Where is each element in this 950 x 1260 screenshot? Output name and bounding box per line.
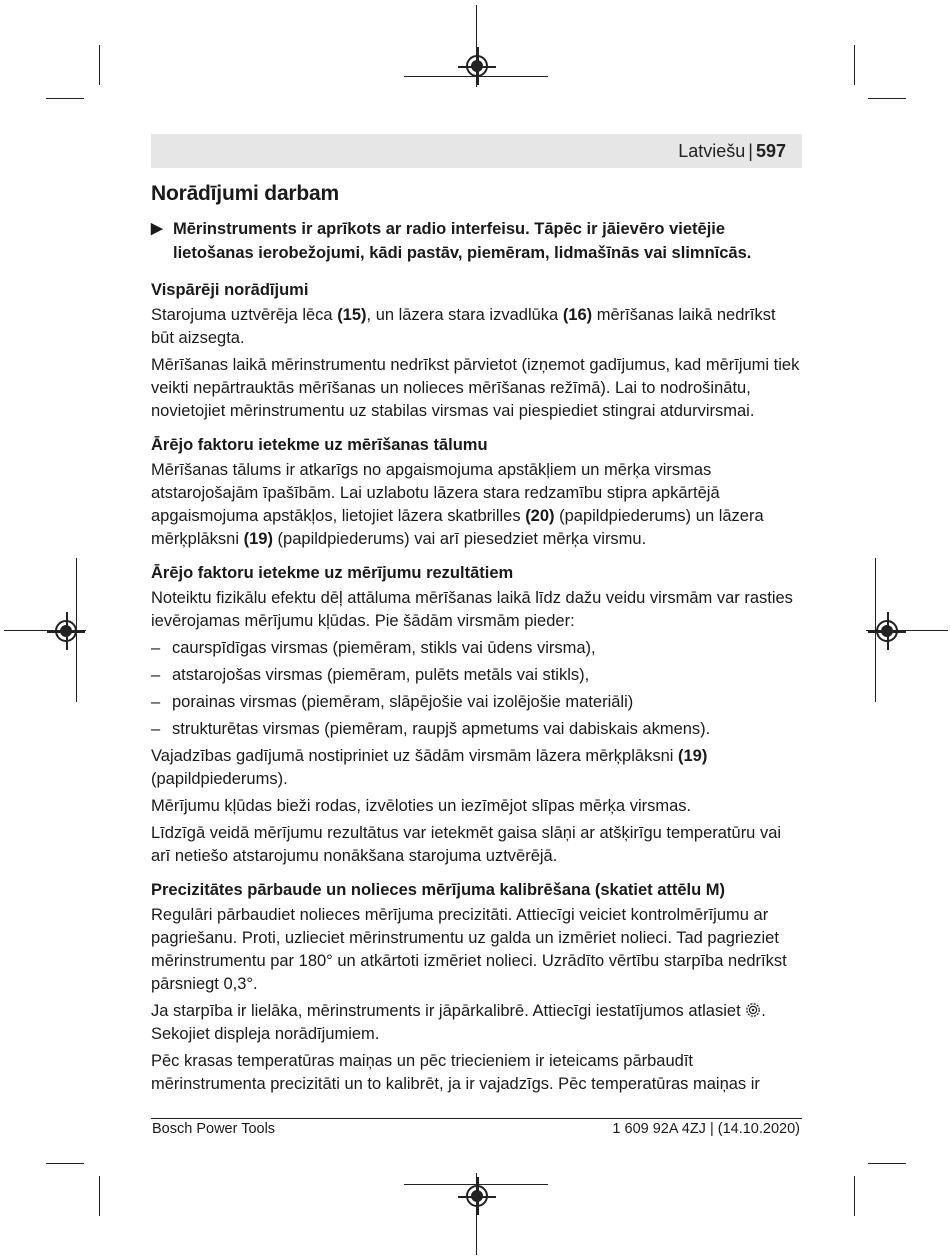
registration-mark-right	[876, 620, 898, 642]
registration-mark-left	[55, 620, 77, 642]
list-item: – porainas virsmas (piemēram, slāpējošie vai izolējošie materiāli)	[151, 691, 803, 714]
list-item: – atstarojošas virsmas (piemēram, pulēts metāls vai stikls),	[151, 664, 803, 687]
ref-19: (19)	[678, 747, 708, 765]
ref-15: (15)	[337, 306, 367, 324]
section-heading-general: Vispārēji norādījumi	[151, 281, 309, 299]
page-header	[151, 134, 802, 168]
registration-mark-bottom	[466, 1185, 488, 1207]
footer-doc-id: 1 609 92A 4ZJ | (14.10.2020)	[612, 1121, 800, 1137]
list-item: – strukturētas virsmas (piemēram, raupjš apmetums vai dabiskais akmens).	[151, 718, 803, 741]
calibration-paragraph-2: Ja starpība ir lielāka, mērinstruments ir jāpārkalibrē. Attiecīgi iestatījumos atlasiet . Sekojiet displeja norādījumiem.	[151, 1002, 766, 1043]
section-heading-calibration: Precizitātes pārbaude un nolieces mērījuma kalibrēšana (skatiet attēlu M)	[151, 881, 726, 899]
ref-16: (16)	[562, 306, 593, 324]
general-paragraph-2: Mērīšanas laikā mērinstrumentu nedrīkst pārvietot (izņemot gadījumus, kad mērījumi tiek veikti nepārtrauktās mērīšanas un nolieces mērīšanas režīmā). Lai to nodrošinātu, novietojiet mērinstrumentu uz stabilas virsmas vai piespiediet stingrai atdurvirsmai.	[151, 356, 800, 420]
warning-triangle-icon: ▶	[151, 220, 163, 237]
header-separator: |	[748, 141, 753, 161]
general-paragraph-1: Starojuma uztvērēja lēca (15), un lāzera stara izvadlūka (16) mērīšanas laikā nedrīkst būt aizsegta.	[151, 306, 776, 347]
page-number: 597	[755, 141, 786, 161]
header-language: Latviešu	[678, 141, 746, 161]
list-item: – caurspīdīgas virsmas (piemēram, stikls vai ūdens virsma),	[151, 637, 803, 660]
settings-gear-icon	[745, 1002, 761, 1018]
results-intro: Noteiktu fizikālu efektu dēļ attāluma mērīšanas laikā līdz dažu veidu virsmām var rasties ievērojamas mērījumu kļūdas. Pie šādām virsmām pieder:	[151, 589, 793, 630]
footer-brand: Bosch Power Tools	[152, 1121, 276, 1137]
surface-list	[151, 637, 803, 741]
range-paragraph-1: Mērīšanas tālums ir atkarīgs no apgaismojuma apstākļiem un mērķa virsmas atstarojošajām īpašībām. Lai uzlabotu lāzera stara redzamību stipra apkārtējā apgaismojuma apstākļos, lietojiet lāzera skatbrilles (20) (papildpiederums) un lāzera mērķplāksni (19) (papildpiederums) vai arī piesedziet mērķa virsmu.	[151, 461, 764, 548]
page-content	[151, 182, 803, 1100]
warning-text: Mērinstruments ir aprīkots ar radio interfeisu. Tāpēc ir jāievēro vietējie lietošanas ierobežojumi, kādi pastāv, piemēram, lidmašīnās vai slimnīcās.	[173, 220, 752, 262]
calibration-paragraph-1: Regulāri pārbaudiet nolieces mērījuma precizitāti. Attiecīgi veiciet kontrolmērījumu ar pagriešanu. Proti, uzlieciet mērinstrumentu uz galda un izmēriet nolieci. Tad pagrieziet mērinstrumentu par 180° un atkārtoti izmēriet nolieci. Uzrādīto vērtību starpība nedrīkst pārsniegt 0,3°.	[151, 906, 787, 993]
footer-rule	[151, 1118, 802, 1119]
warning-note	[151, 217, 803, 265]
calibration-paragraph-3: Pēc krasas temperatūras maiņas un pēc triecieniem ir ieteicams pārbaudīt mērinstrumenta precizitāti un to kalibrēt, ja ir vajadzīgs. Pēc temperatūras maiņas ir	[151, 1052, 760, 1093]
section-heading-range: Ārējo faktoru ietekme uz mērīšanas tālumu	[151, 436, 488, 454]
section-heading-results: Ārējo faktoru ietekme uz mērījumu rezultātiem	[151, 564, 514, 582]
registration-mark-top	[466, 55, 488, 77]
ref-20: (20)	[525, 507, 555, 525]
results-paragraph-2: Vajadzības gadījumā nostipriniet uz šādām virsmām lāzera mērķplāksni (19) (papildpiederums).	[151, 747, 708, 788]
results-paragraph-4: Līdzīgā veidā mērījumu rezultātus var ietekmēt gaisa slāņi ar atšķirīgu temperatūru vai arī netiešo atstarojumu nonākšana starojuma uztvērējā.	[151, 824, 782, 865]
page-title: Norādījumi darbam	[151, 182, 339, 205]
results-paragraph-3: Mērījumu kļūdas bieži rodas, izvēloties un iezīmējot slīpas mērķa virsmas.	[151, 797, 692, 815]
ref-19: (19)	[243, 530, 273, 548]
